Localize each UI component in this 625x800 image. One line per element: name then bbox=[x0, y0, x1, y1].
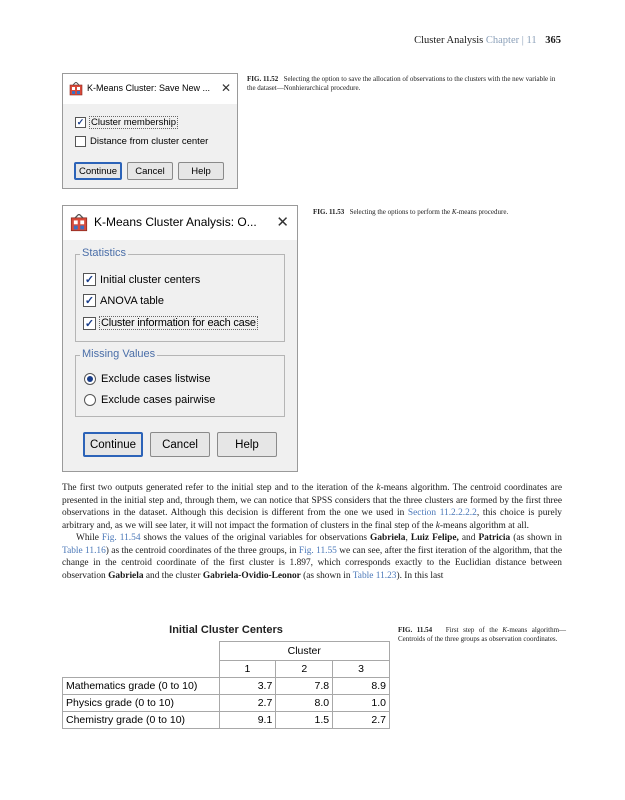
help-button[interactable]: Help bbox=[178, 162, 224, 180]
figure-label: FIG. 11.52 bbox=[247, 75, 279, 83]
table-header-row bbox=[63, 642, 390, 661]
radio-selected-icon bbox=[84, 373, 96, 385]
dialog-titlebar bbox=[63, 206, 297, 240]
checkmark-icon: ✓ bbox=[84, 274, 95, 286]
table-row bbox=[63, 678, 390, 695]
table-title: Initial Cluster Centers bbox=[169, 624, 283, 636]
row-label: Chemistry grade (0 to 10) bbox=[63, 712, 220, 729]
checkbox-label: ANOVA table bbox=[100, 294, 164, 307]
table-row bbox=[63, 695, 390, 712]
initial-cluster-centers-checkbox[interactable] bbox=[83, 273, 200, 286]
table-cell: 7.8 bbox=[276, 678, 333, 695]
row-label: Physics grade (0 to 10) bbox=[63, 695, 220, 712]
missing-values-group-label: Missing Values bbox=[82, 348, 156, 360]
table-cell: 9.1 bbox=[219, 712, 276, 729]
figure-caption-11-53 bbox=[313, 208, 568, 217]
column-header: 1 bbox=[219, 661, 276, 678]
cluster-header: Cluster bbox=[219, 642, 390, 661]
figure-link[interactable]: Fig. 11.54 bbox=[101, 533, 141, 543]
paragraph: The first two outputs generated refer to the initial step and to the iteration of the k-means algorithm. The centroid coordinates are presented in the initial step and, through them, we can notice that SPSS considers that the three clusters are formed by the first three observations in the dataset. Although this decision is different from the one we used in Section 11.2.2.2.2, this choice is purely arbitrary and, as we will see later, it will not impact the formation of clusters in the final step of the k-means algorithm at all. bbox=[62, 483, 562, 531]
figure-label: FIG. 11.53 bbox=[313, 208, 345, 216]
checkmark-icon: ✓ bbox=[84, 317, 95, 330]
row-label: Mathematics grade (0 to 10) bbox=[63, 678, 220, 695]
figure-link[interactable]: Fig. 11.55 bbox=[298, 545, 337, 556]
table-cell: 8.0 bbox=[276, 695, 333, 712]
page-number: 365 bbox=[545, 35, 561, 46]
header-chapter-number: 11 bbox=[526, 35, 537, 46]
figure-caption-11-54 bbox=[398, 626, 566, 644]
continue-button[interactable]: Continue bbox=[74, 162, 122, 180]
exclude-listwise-radio[interactable] bbox=[84, 373, 210, 385]
exclude-pairwise-radio[interactable] bbox=[84, 394, 215, 406]
spss-app-icon bbox=[70, 214, 88, 232]
cluster-information-checkbox[interactable] bbox=[83, 316, 258, 330]
dialog-title: K-Means Cluster Analysis: O... bbox=[94, 215, 257, 229]
kmeans-options-dialog bbox=[62, 205, 298, 472]
continue-button[interactable]: Continue bbox=[83, 432, 143, 457]
checkbox-box bbox=[75, 136, 86, 147]
section-link[interactable]: Section 11.2.2.2.2 bbox=[407, 508, 477, 518]
table-cell: 2.7 bbox=[333, 712, 390, 729]
checkmark-icon: ✓ bbox=[84, 295, 95, 307]
header-chapter: Chapter | 11 bbox=[485, 35, 537, 46]
cluster-membership-checkbox[interactable] bbox=[75, 116, 178, 129]
running-header bbox=[414, 35, 561, 46]
column-header: 2 bbox=[276, 661, 333, 678]
checkbox-label: Cluster membership bbox=[91, 117, 176, 128]
checkbox-label: Distance from cluster center bbox=[90, 136, 209, 147]
spss-app-icon bbox=[69, 82, 83, 96]
caption-text: Selecting the options to perform the K-means procedure. bbox=[349, 208, 509, 216]
table-cell: 8.9 bbox=[333, 678, 390, 695]
table-cell: 1.0 bbox=[333, 695, 390, 712]
save-new-variables-dialog bbox=[62, 73, 238, 189]
checkbox-label: Cluster information for each case bbox=[101, 317, 256, 329]
initial-cluster-centers-table bbox=[62, 641, 390, 729]
radio-label: Exclude cases pairwise bbox=[101, 394, 216, 406]
cancel-button[interactable]: Cancel bbox=[127, 162, 173, 180]
figure-caption-11-52 bbox=[247, 75, 565, 93]
help-button[interactable]: Help bbox=[217, 432, 277, 457]
radio-icon bbox=[84, 394, 96, 406]
table-cell: 1.5 bbox=[276, 712, 333, 729]
missing-values-group bbox=[75, 355, 285, 417]
column-header: 3 bbox=[333, 661, 390, 678]
caption-text: First step of the K-means algorithm—Centroids of the three groups as observation coordinates. bbox=[398, 626, 567, 643]
paragraph: While Fig. 11.54 shows the values of the original variables for observations Gabriela, Luiz Felipe, and Patricia (as shown in Table 11.16) as the centroid coordinates of the three groups, in Fig. 11.55 we can see, after the first iteration of the algorithm, that the change in the centroid coordinate of the first cluster is 1.897, which corresponds exactly to the Euclidian distance between observation Gabriela and the cluster Gabriela-Ovidio-Leonor (as shown in Table 11.23). In this last bbox=[62, 533, 562, 581]
anova-table-checkbox[interactable] bbox=[83, 294, 164, 307]
checkbox-label: Initial cluster centers bbox=[100, 273, 201, 286]
table-cell: 3.7 bbox=[219, 678, 276, 695]
table-cell: 2.7 bbox=[219, 695, 276, 712]
table-link[interactable]: Table 11.16 bbox=[62, 545, 106, 556]
dialog-titlebar bbox=[63, 74, 237, 104]
checkmark-icon: ✓ bbox=[76, 117, 85, 127]
dialog-title: K-Means Cluster: Save New ... bbox=[87, 83, 211, 93]
radio-label: Exclude cases listwise bbox=[101, 373, 211, 385]
close-icon[interactable]: ✕ bbox=[276, 214, 289, 231]
table-row bbox=[63, 712, 390, 729]
statistics-group-label: Statistics bbox=[82, 247, 127, 259]
cancel-button[interactable]: Cancel bbox=[150, 432, 210, 457]
caption-text: Selecting the option to save the allocation of observations to the clusters with the new variable in the dataset—Nonhierarchical procedure. bbox=[247, 75, 556, 92]
body-text bbox=[62, 482, 562, 582]
distance-from-center-checkbox[interactable] bbox=[75, 136, 208, 147]
close-icon[interactable]: ✕ bbox=[220, 81, 231, 95]
table-link[interactable]: Table 11.23 bbox=[352, 570, 397, 581]
header-title: Cluster Analysis bbox=[414, 35, 484, 46]
figure-label: FIG. 11.54 bbox=[398, 626, 433, 634]
